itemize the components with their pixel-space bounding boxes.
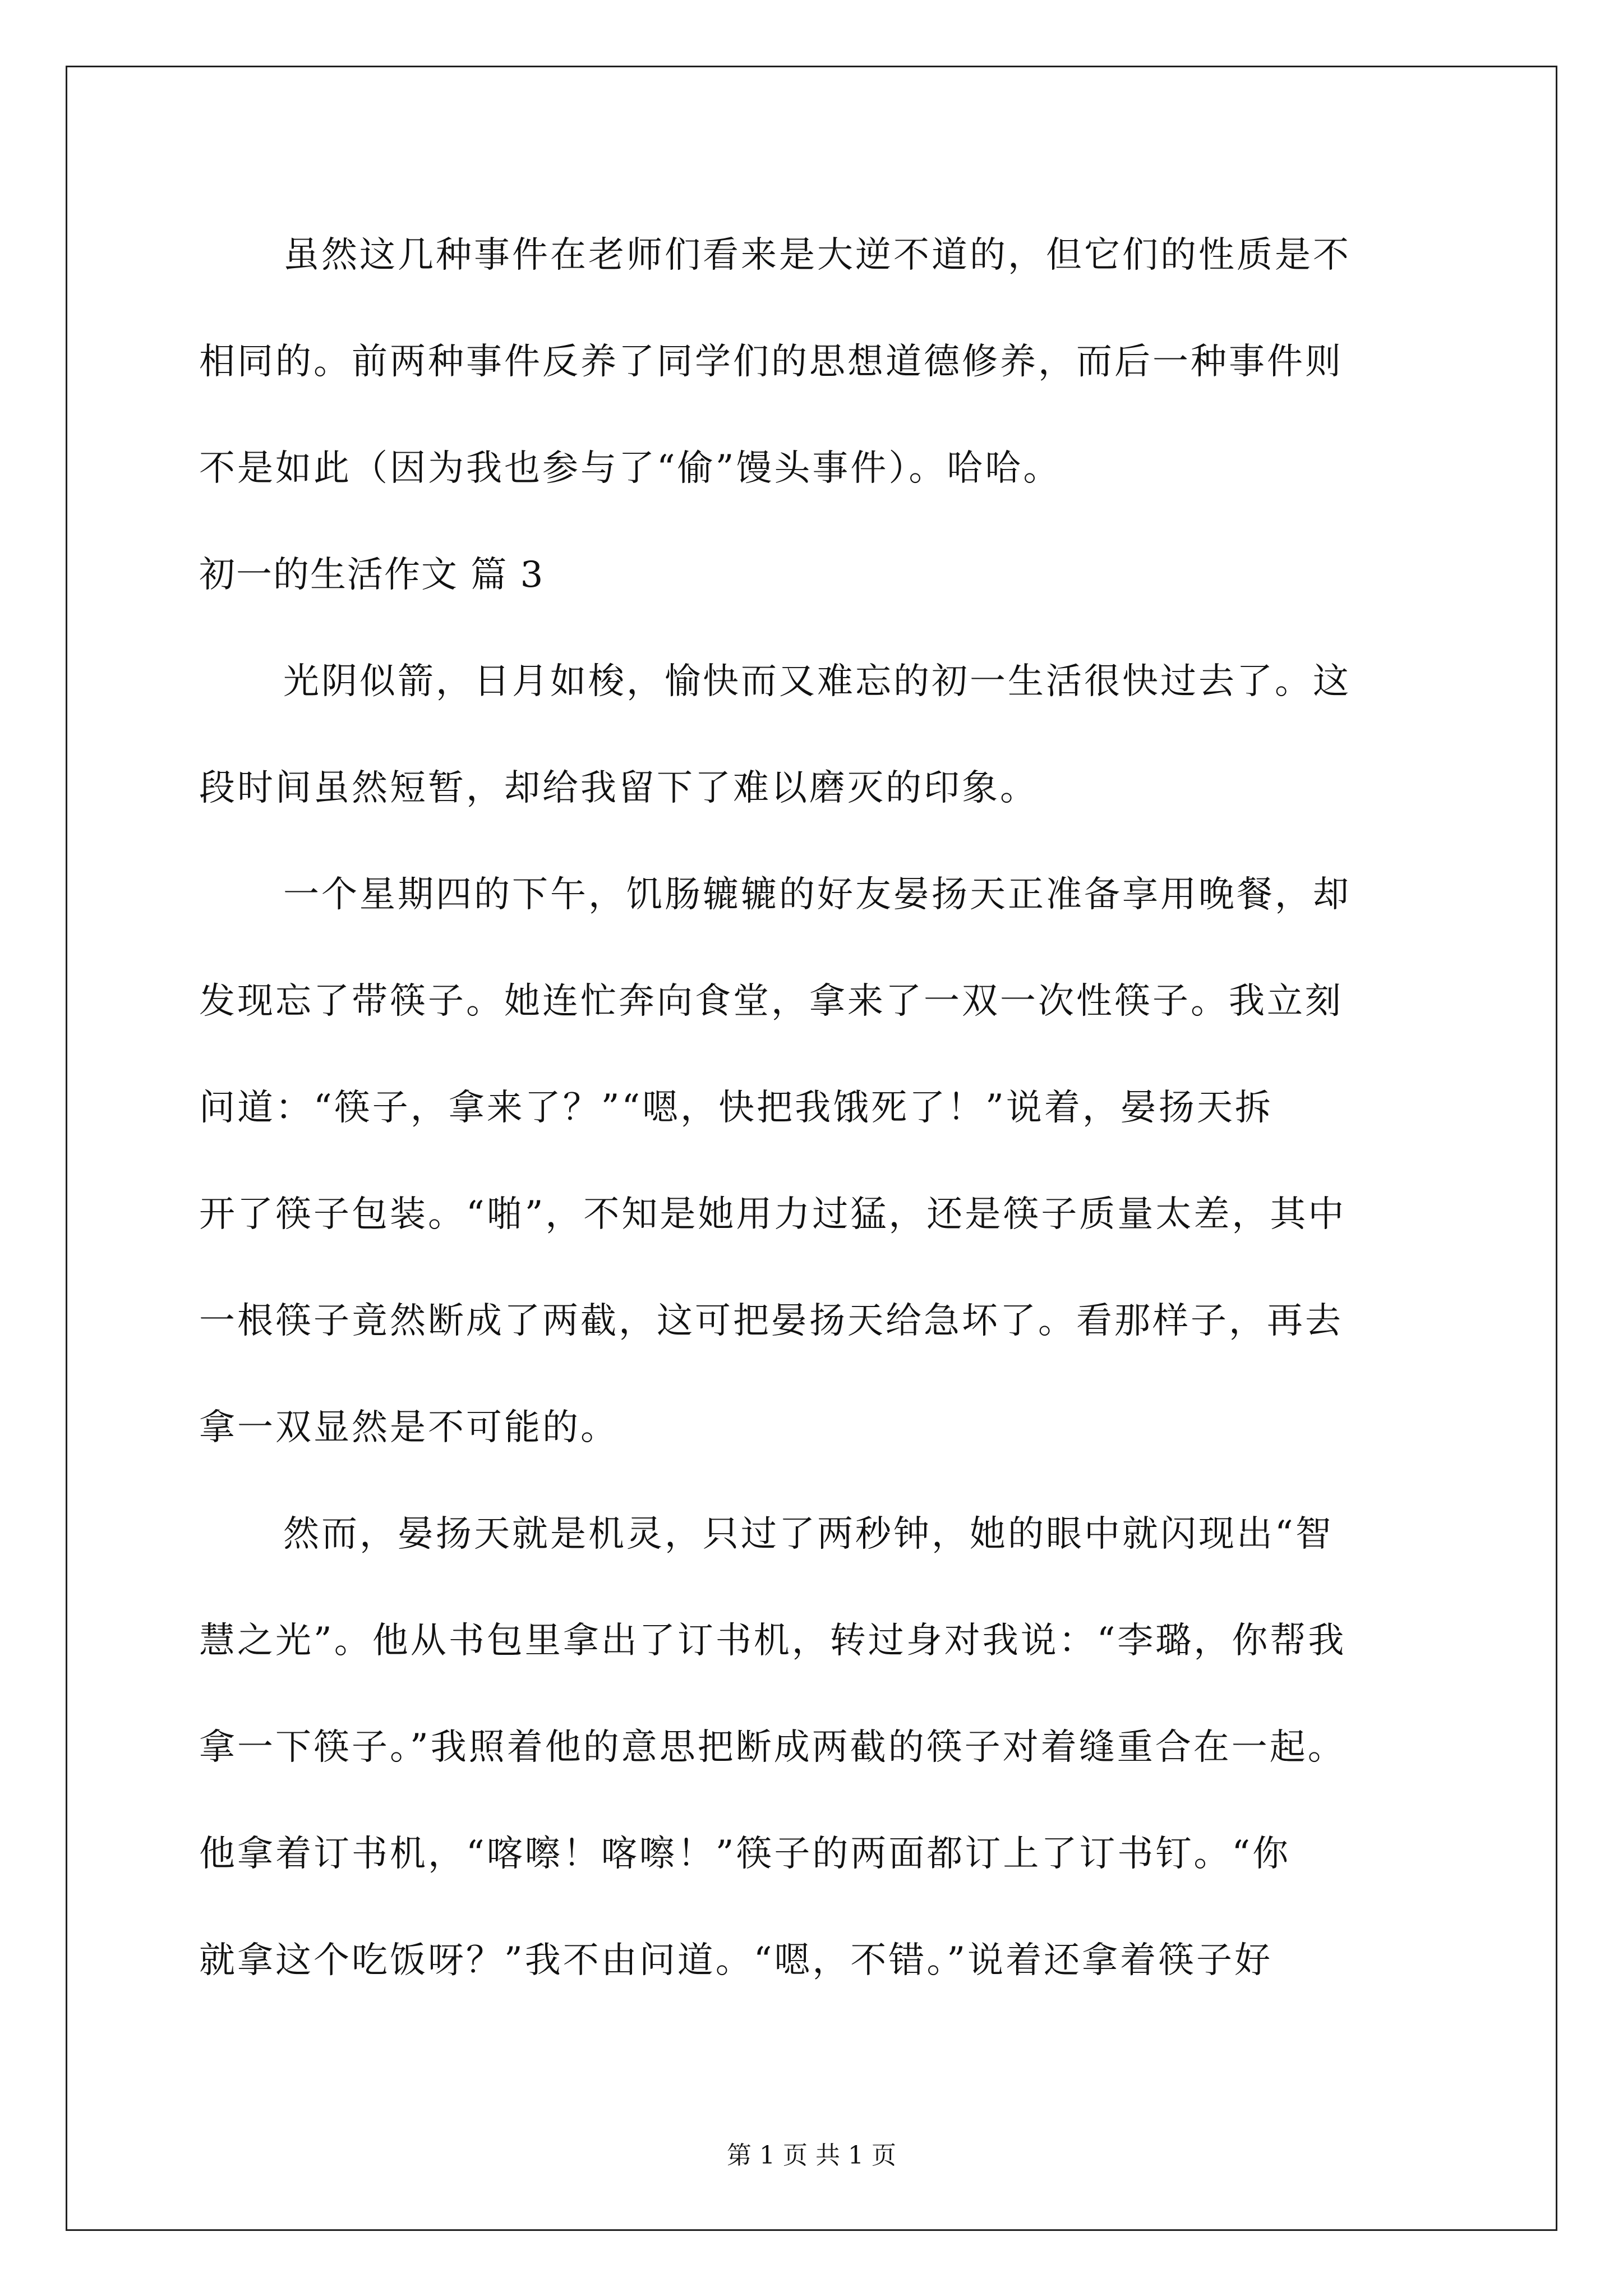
paragraph-line: 慧之光”。他从书包里拿出了订书机，转过身对我说：“李璐，你帮我 xyxy=(199,1620,1347,1662)
page-number-footer: 第 1 页 共 1 页 xyxy=(727,2141,896,2170)
paragraph-line: 不是如此（因为我也参与了“偷”馒头事件）。哈哈。 xyxy=(199,448,1062,489)
paragraph-line: 然而，晏扬天就是机灵，只过了两秒钟，她的眼中就闪现出“智 xyxy=(283,1513,1334,1555)
section-heading: 初一的生活作文 篇 3 xyxy=(199,554,545,596)
paragraph-line: 他拿着订书机，“喀嚓！喀嚓！”筷子的两面都订上了订书钉。“你 xyxy=(199,1833,1291,1875)
paragraph-line: 拿一双显然是不可能的。 xyxy=(199,1407,619,1448)
paragraph-line: 问道：“筷子，拿来了？”“嗯，快把我饿死了！”说着，晏扬天拆 xyxy=(199,1087,1273,1129)
paragraph-line: 发现忘了带筷子。她连忙奔向食堂，拿来了一双一次性筷子。我立刻 xyxy=(199,981,1343,1022)
paragraph-line: 相同的。前两种事件反养了同学们的思想道德修养，而后一种事件则 xyxy=(199,341,1343,383)
paragraph-line: 光阴似箭，日月如梭，愉快而又难忘的初一生活很快过去了。这 xyxy=(283,661,1351,702)
paragraph-line: 一个星期四的下午，饥肠辘辘的好友晏扬天正准备享用晚餐，却 xyxy=(283,874,1351,915)
paragraph-line: 拿一下筷子。”我照着他的意思把断成两截的筷子对着缝重合在一起。 xyxy=(199,1727,1346,1768)
paragraph-line: 开了筷子包装。“啪”，不知是她用力过猛，还是筷子质量太差，其中 xyxy=(199,1194,1347,1235)
paragraph-line: 段时间虽然短暂，却给我留下了难以磨灭的印象。 xyxy=(199,767,1038,809)
document-body xyxy=(199,202,1427,2014)
paragraph-line: 就拿这个吃饭呀？”我不由问道。“嗯，不错。”说着还拿着筷子好 xyxy=(199,1940,1273,1981)
paragraph-line: 虽然这几种事件在老师们看来是大逆不道的，但它们的性质是不 xyxy=(283,234,1351,276)
paragraph-line: 一根筷子竟然断成了两截，这可把晏扬天给急坏了。看那样子，再去 xyxy=(199,1300,1343,1342)
